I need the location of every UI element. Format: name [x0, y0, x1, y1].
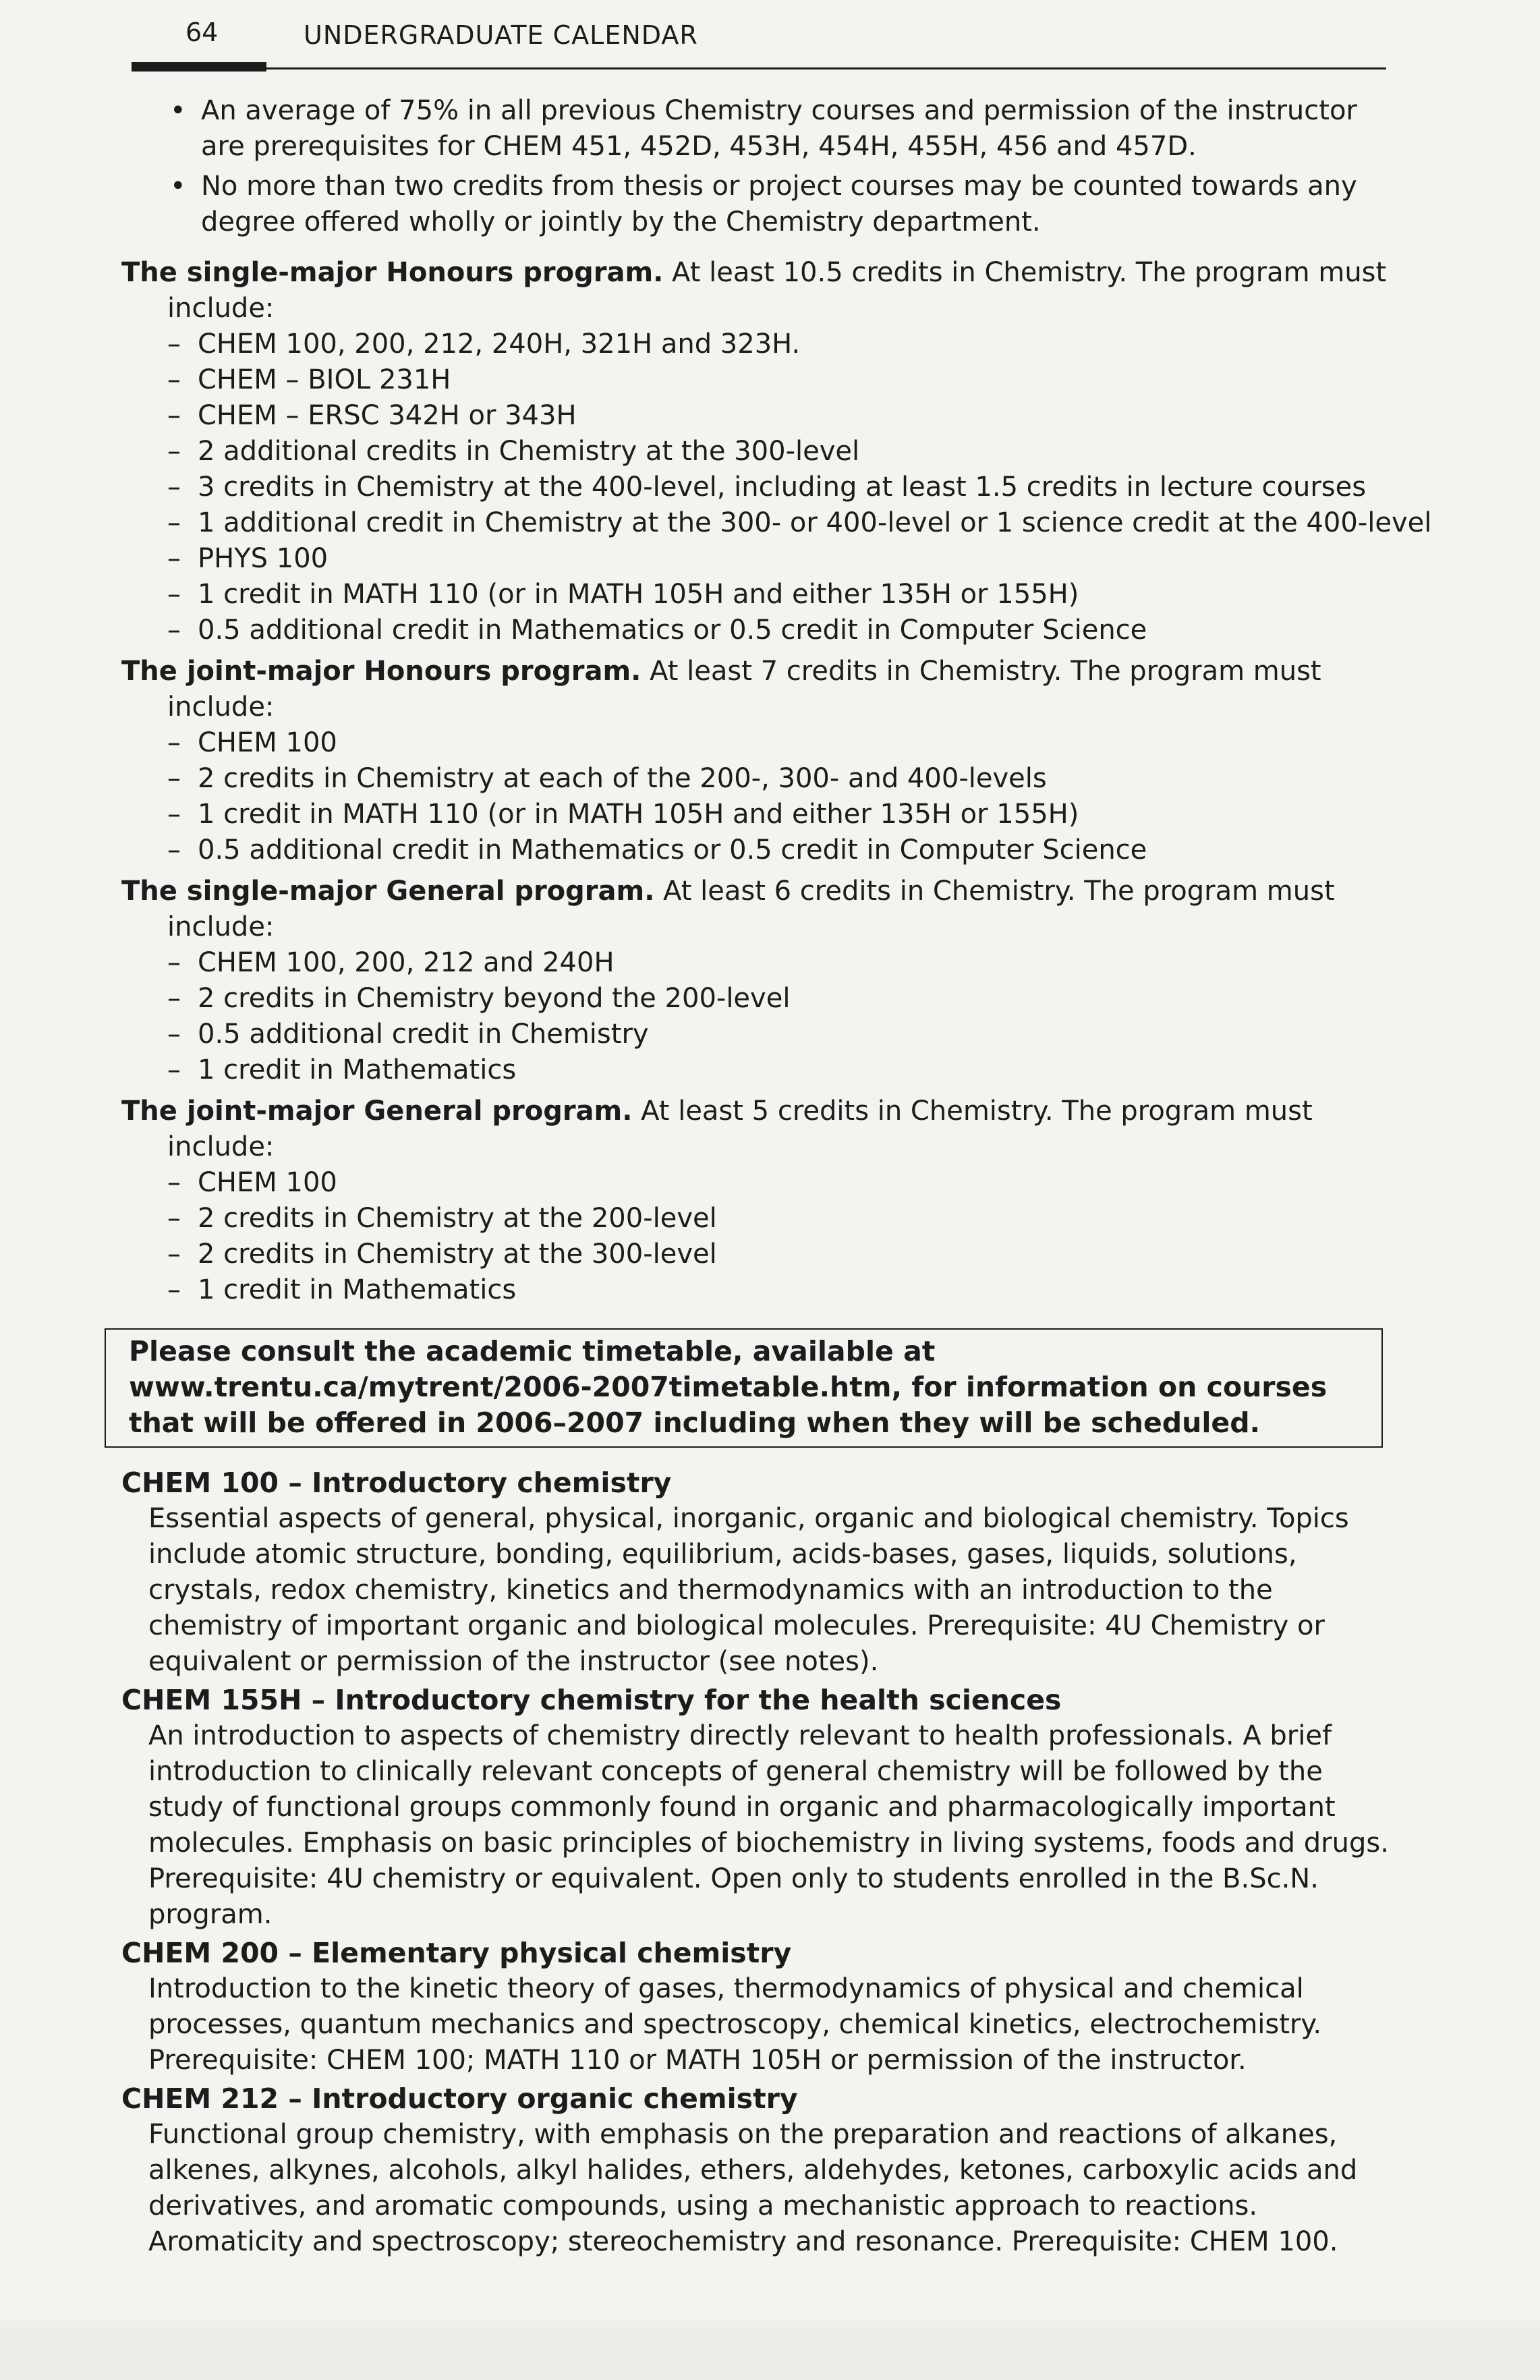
requirement-list — [121, 725, 1390, 868]
course-description: An introduction to aspects of chemistry directly relevant to health professionals. A brief introduction to clinically relevant concepts of general chemistry will be followed by the study of functional groups commonly found in organic and pharmacologically important molecules. Emphasis on basic principles of biochemistry in living systems, foods and drugs. Prerequisite: 4U chemistry or equivalent. Open only to students enrolled in the B.Sc.N. program. — [148, 1720, 1389, 1930]
course-chem-155h — [121, 1682, 1390, 1933]
note-text: An average of 75% in all previous Chemistry courses and permission of the instructor are prerequisites for CHEM 451, 452D, 453H, 454H, 455H, 456 and 457D. — [201, 95, 1357, 162]
requirement-item: – PHYS 100 — [167, 543, 329, 574]
requirement-list — [121, 1165, 1390, 1308]
requirement-item: – 0.5 additional credit in Chemistry — [167, 1019, 649, 1050]
header-rule — [132, 67, 1386, 69]
course-description: Essential aspects of general, physical, inorganic, organic and biological chemistry. Topics include atomic structure, bonding, equilibrium, acids-bases, gases, liquids, solutions, crystals, redox chemistry, kinetics and thermodynamics with an introduction to the chemistry of important organic and biological molecules. Prerequisite: 4U Chemistry or equivalent or permission of the instructor (see notes). — [148, 1503, 1349, 1677]
program-intro: At least 7 credits in Chemistry. The program must include: — [167, 656, 1321, 722]
requirement-item: – CHEM – BIOL 231H — [167, 364, 451, 395]
timetable-notice-box: Please consult the academic timetable, available at www.trentu.ca/mytrent/2006-2007timetable.htm, for information on courses that will be offered in 2006–2007 including when they will be scheduled. — [105, 1328, 1383, 1448]
program-name: The joint-major Honours program. — [121, 656, 641, 687]
program-intro: At least 5 credits in Chemistry. The program must include: — [167, 1096, 1313, 1162]
program-single-major-honours — [121, 255, 1432, 648]
course-title: CHEM 212 – Introductory organic chemistry — [121, 2082, 798, 2115]
program-name: The joint-major General program. — [121, 1096, 633, 1127]
requirement-item: – 0.5 additional credit in Mathematics or 0.5 credit in Computer Science — [167, 834, 1147, 866]
program-heading — [121, 874, 1390, 945]
requirement-item: – 1 additional credit in Chemistry at the 300- or 400-level or 1 science credit at the 400-level — [167, 507, 1432, 538]
requirement-item: – 3 credits in Chemistry at the 400-level, including at least 1.5 credits in lecture courses — [167, 472, 1367, 503]
program-joint-major-general — [121, 1094, 1390, 1308]
requirement-item: – 2 additional credits in Chemistry at the 300-level — [167, 436, 860, 467]
program-heading — [121, 1094, 1390, 1165]
requirement-list — [121, 945, 1390, 1088]
notes-list — [121, 93, 1390, 240]
program-intro: At least 6 credits in Chemistry. The program must include: — [167, 876, 1335, 942]
requirement-item: – 0.5 additional credit in Mathematics or 0.5 credit in Computer Science — [167, 615, 1147, 646]
requirement-item: – CHEM 100 — [167, 727, 337, 758]
program-joint-major-honours — [121, 654, 1390, 868]
requirement-item: – 1 credit in MATH 110 (or in MATH 105H and either 135H or 155H) — [167, 579, 1079, 610]
program-name: The single-major General program. — [121, 876, 655, 907]
requirement-item: – CHEM 100 — [167, 1167, 337, 1198]
program-intro: At least 10.5 credits in Chemistry. The program must include: — [167, 257, 1387, 324]
requirement-item: – 1 credit in Mathematics — [167, 1274, 517, 1305]
course-description: Introduction to the kinetic theory of gases, thermodynamics of physical and chemical processes, quantum mechanics and spectroscopy, chemical kinetics, electrochemistry. Prerequisite: CHEM 100; MATH 110 or MATH 105H or permission of the instructor. — [148, 1973, 1322, 2076]
requirement-item: – 1 credit in Mathematics — [167, 1054, 517, 1085]
course-title: CHEM 155H – Introductory chemistry for the health sciences — [121, 1684, 1062, 1716]
requirement-item: – 2 credits in Chemistry at the 200-level — [167, 1203, 717, 1234]
note-item — [121, 93, 1390, 165]
requirement-item: – 1 credit in MATH 110 (or in MATH 105H and either 135H or 155H) — [167, 799, 1079, 830]
course-chem-100 — [121, 1465, 1390, 1680]
note-item — [121, 169, 1390, 240]
program-single-major-general — [121, 874, 1390, 1088]
page-header — [132, 16, 1386, 77]
requirement-item: – 2 credits in Chemistry at each of the 200-, 300- and 400-levels — [167, 763, 1047, 794]
program-name: The single-major Honours program. — [121, 257, 664, 288]
program-heading — [121, 654, 1390, 725]
requirement-item: – CHEM – ERSC 342H or 343H — [167, 400, 577, 431]
scan-bottom-margin — [0, 2321, 1540, 2380]
requirement-item: – 2 credits in Chemistry beyond the 200-level — [167, 983, 791, 1014]
course-title: CHEM 100 – Introductory chemistry — [121, 1467, 672, 1499]
page-content — [121, 93, 1432, 2263]
bullet-icon: • — [170, 171, 186, 202]
running-title: UNDERGRADUATE CALENDAR — [304, 20, 698, 50]
course-title: CHEM 200 – Elementary physical chemistry — [121, 1937, 792, 1969]
note-text: No more than two credits from thesis or project courses may be counted towards any degree offered wholly or jointly by the Chemistry department. — [201, 171, 1357, 237]
program-heading — [121, 255, 1390, 327]
bullet-icon: • — [170, 95, 186, 126]
course-chem-212 — [121, 2081, 1390, 2260]
header-bar-accent — [132, 62, 266, 72]
page-number: 64 — [186, 18, 219, 47]
requirement-item: – CHEM 100, 200, 212, 240H, 321H and 323H. — [167, 329, 801, 360]
requirement-item: – CHEM 100, 200, 212 and 240H — [167, 947, 615, 978]
course-description: Functional group chemistry, with emphasis on the preparation and reactions of alkanes, alkenes, alkynes, alcohols, alkyl halides, ethers, aldehydes, ketones, carboxylic acids and derivatives, and aromatic compounds, using a mechanistic approach to reactions. Aromaticity and spectroscopy; stereochemistry and resonance. Prerequisite: CHEM 100. — [148, 2119, 1358, 2257]
course-chem-200 — [121, 1935, 1390, 2078]
requirement-item: – 2 credits in Chemistry at the 300-level — [167, 1239, 717, 1270]
requirement-list — [121, 327, 1432, 648]
